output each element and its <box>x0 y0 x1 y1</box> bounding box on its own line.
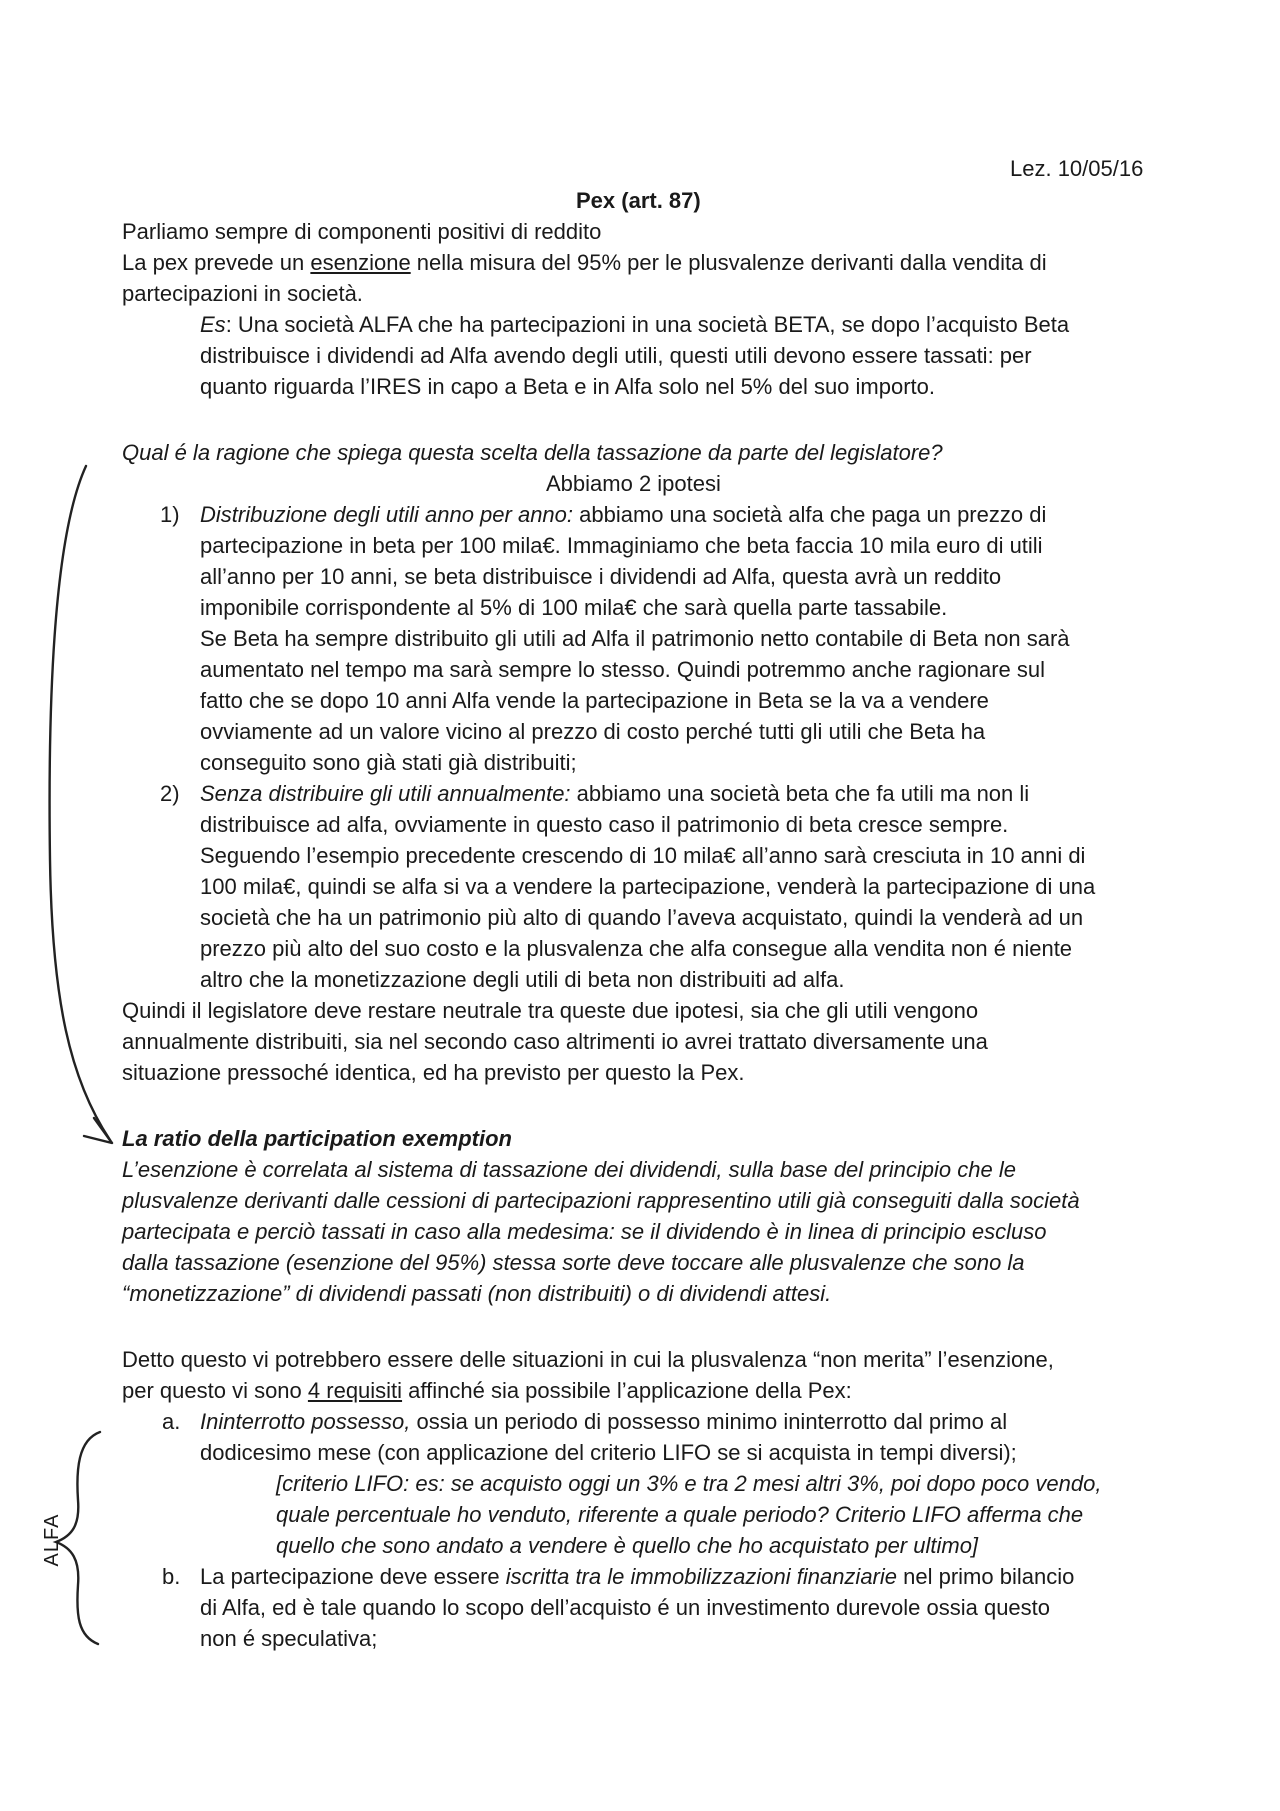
hypothesis-1-line-7: fatto che se dopo 10 anni Alfa vende la partecipazione in Beta se la va a vendere <box>200 688 989 713</box>
intro-line-1: Parliamo sempre di componenti positivi di reddito <box>122 219 602 244</box>
lifo-note-line-2: quale percentuale ho venduto, riferente a quale periodo? Criterio LIFO afferma che <box>276 1502 1084 1527</box>
requirement-b-italic: iscritta tra le immobilizzazioni finanziarie <box>505 1564 898 1589</box>
ratio-line-5: “monetizzazione” di dividendi passati (non distribuiti) o di dividendi attesi. <box>122 1281 832 1306</box>
hypothesis-1-line-8: ovviamente ad un valore vicino al prezzo di costo perché tutti gli utili che Beta ha <box>200 719 986 744</box>
hypothesis-1-line-1-text: abbiamo una società alfa che paga un prezzo di <box>573 502 1047 527</box>
question-line: Qual é la ragione che spiega questa scelta della tassazione da parte del legislatore? <box>122 440 943 465</box>
example-line-1 <box>200 310 1069 340</box>
requirements-intro-post: affinché sia possibile l’applicazione della Pex: <box>402 1378 852 1403</box>
hypothesis-2-line-6: prezzo più alto del suo costo e la plusvalenza che alfa consegue alla vendita non é niente <box>200 936 1073 961</box>
page-title: Pex (art. 87) <box>576 188 701 213</box>
requirements-intro-pre: per questo vi sono <box>122 1378 308 1403</box>
hypothesis-1-number: 1) <box>160 502 180 527</box>
hypothesis-2-line-1-text: abbiamo una società beta che fa utili ma non li <box>570 781 1030 806</box>
side-label-alfa: ALFA <box>41 1513 63 1567</box>
hypothesis-1-line-4: imponibile corrispondente al 5% di 100 mila€ che sarà quella parte tassabile. <box>200 595 948 620</box>
hypothesis-1-line-1 <box>200 500 1046 530</box>
example-line-1-text: : Una società ALFA che ha partecipazioni in una società BETA, se dopo l’acquisto Beta <box>225 312 1070 337</box>
curved-arrow-line <box>50 466 110 1140</box>
intro-line-2 <box>122 248 1047 278</box>
conclusion-line-2: annualmente distribuiti, sia nel secondo caso altrimenti io avrei trattato diversamente una <box>122 1029 988 1054</box>
conclusion-line-1: Quindi il legislatore deve restare neutrale tra queste due ipotesi, sia che gli utili vengono <box>122 998 979 1023</box>
requirement-b-post: nel primo bilancio <box>897 1564 1075 1589</box>
hypothesis-2-number: 2) <box>160 781 180 806</box>
hypotheses-heading: Abbiamo 2 ipotesi <box>546 471 721 496</box>
requirement-b-line-1 <box>200 1562 1074 1592</box>
example-label: Es <box>200 312 226 337</box>
hypothesis-1-line-9: conseguito sono già stati già distribuiti; <box>200 750 577 775</box>
ratio-line-4: dalla tassazione (esenzione del 95%) stessa sorte deve toccare alle plusvalenze che sono la <box>122 1250 1025 1275</box>
hypothesis-1-line-5: Se Beta ha sempre distribuito gli utili ad Alfa il patrimonio netto contabile di Beta non sarà <box>200 626 1070 651</box>
requirement-a-title: Ininterrotto possesso, <box>200 1409 411 1434</box>
hypothesis-1-line-3: all’anno per 10 anni, se beta distribuisce i dividendi ad Alfa, questa avrà un reddito <box>200 564 1002 589</box>
requirement-a-letter: a. <box>162 1409 181 1434</box>
hypothesis-2-line-7: altro che la monetizzazione degli utili di beta non distribuiti ad alfa. <box>200 967 845 992</box>
requirement-b-line-2: di Alfa, ed è tale quando lo scopo dell’acquisto é un investimento durevole ossia questo <box>200 1595 1051 1620</box>
hypothesis-1-line-2: partecipazione in beta per 100 mila€. Immaginiamo che beta faccia 10 mila euro di utili <box>200 533 1043 558</box>
requirements-intro-line-1: Detto questo vi potrebbero essere delle situazioni in cui la plusvalenza “non merita” l’esenzione, <box>122 1347 1054 1372</box>
requirement-a-line-2: dodicesimo mese (con applicazione del criterio LIFO se si acquista in tempi diversi); <box>200 1440 1017 1465</box>
ratio-heading: La ratio della participation exemption <box>122 1126 512 1151</box>
requirement-b-line-3: non é speculativa; <box>200 1626 378 1651</box>
ratio-line-2: plusvalenze derivanti dalle cessioni di partecipazioni rappresentino utili già conseguiti dalla società <box>122 1188 1080 1213</box>
requirement-a-line-1 <box>200 1407 1007 1437</box>
intro-line-3: partecipazioni in società. <box>122 281 363 306</box>
lesson-date: Lez. 10/05/16 <box>1010 156 1144 181</box>
requirement-b-letter: b. <box>162 1564 181 1589</box>
requirements-intro-line-2 <box>122 1376 852 1406</box>
example-line-3: quanto riguarda l’IRES in capo a Beta e in Alfa solo nel 5% del suo importo. <box>200 374 936 399</box>
hypothesis-2-title: Senza distribuire gli utili annualmente: <box>200 781 571 806</box>
requirement-a-line-1-text: ossia un periodo di possesso minimo ininterrotto dal primo al <box>410 1409 1008 1434</box>
example-line-2: distribuisce i dividendi ad Alfa avendo degli utili, questi utili devono essere tassati: per <box>200 343 1032 368</box>
hypothesis-2-line-1 <box>200 779 1029 809</box>
hypothesis-1-title: Distribuzione degli utili anno per anno: <box>200 502 574 527</box>
intro-underlined-esenzione: esenzione <box>310 250 411 275</box>
requirement-b-pre: La partecipazione deve essere <box>200 1564 506 1589</box>
arrow-head-icon <box>84 1118 112 1143</box>
conclusion-line-3: situazione pressoché identica, ed ha previsto per questo la Pex. <box>122 1060 745 1085</box>
hypothesis-1-line-6: aumentato nel tempo ma sarà sempre lo stesso. Quindi potremmo anche ragionare sul <box>200 657 1045 682</box>
lifo-note-line-3: quello che sono andato a vendere è quello che ho acquistato per ultimo] <box>276 1533 979 1558</box>
hypothesis-2-line-5: società che ha un patrimonio più alto di quando l’aveva acquistato, quindi la venderà ad un <box>200 905 1084 930</box>
intro-line-2-post: nella misura del 95% per le plusvalenze derivanti dalla vendita di <box>410 250 1047 275</box>
lifo-note-line-1: [criterio LIFO: es: se acquisto oggi un 3% e tra 2 mesi altri 3%, poi dopo poco vendo, <box>276 1471 1102 1496</box>
ratio-line-3: partecipata e perciò tassati in caso alla medesima: se il dividendo è in linea di principio escluso <box>122 1219 1047 1244</box>
requirements-count-underlined: 4 requisiti <box>307 1378 403 1403</box>
hypothesis-2-line-2: distribuisce ad alfa, ovviamente in questo caso il patrimonio di beta cresce sempre. <box>200 812 1009 837</box>
intro-line-2-pre: La pex prevede un <box>122 250 311 275</box>
ratio-line-1: L’esenzione è correlata al sistema di tassazione dei dividendi, sulla base del principio che le <box>122 1157 1016 1182</box>
hypothesis-2-line-4: 100 mila€, quindi se alfa si va a vendere la partecipazione, venderà la partecipazione di una <box>200 874 1096 899</box>
hypothesis-2-line-3: Seguendo l’esempio precedente crescendo di 10 mila€ all’anno sarà cresciuta in 10 anni di <box>200 843 1086 868</box>
